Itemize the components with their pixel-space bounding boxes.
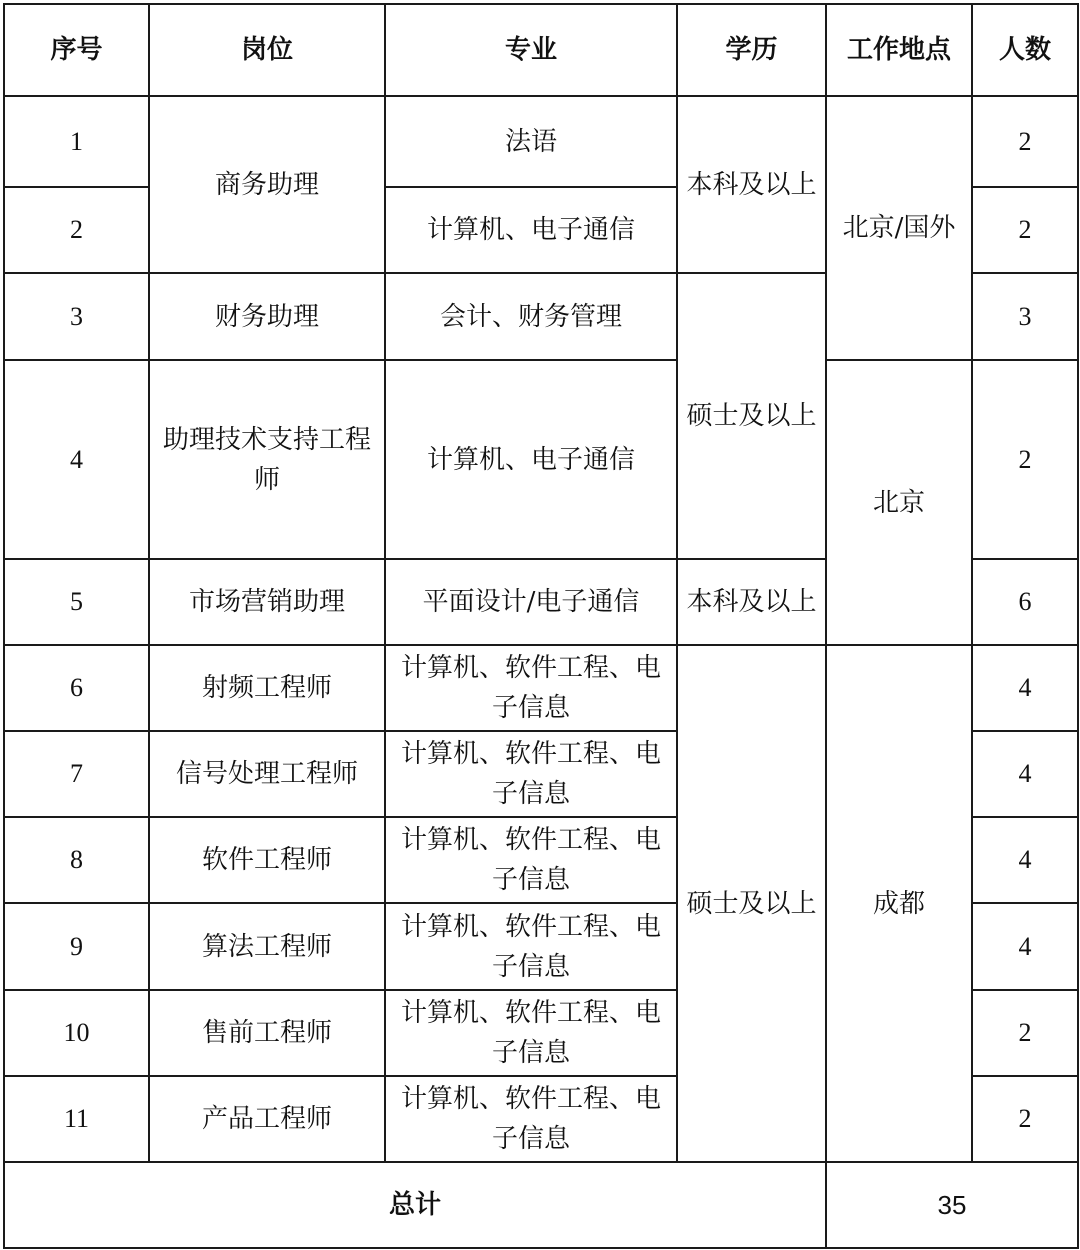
major-cell: 计算机、软件工程、电子信息 bbox=[385, 1076, 677, 1162]
row-number: 9 bbox=[4, 903, 149, 990]
header-count: 人数 bbox=[972, 4, 1078, 96]
major-cell: 计算机、电子通信 bbox=[385, 187, 677, 273]
major-cell: 计算机、软件工程、电子信息 bbox=[385, 817, 677, 903]
position-cell: 市场营销助理 bbox=[149, 559, 385, 645]
count-cell: 2 bbox=[972, 96, 1078, 187]
location-cell: 北京 bbox=[826, 360, 972, 645]
position-cell: 射频工程师 bbox=[149, 645, 385, 731]
count-cell: 4 bbox=[972, 731, 1078, 817]
header-row bbox=[4, 4, 1078, 96]
table-row bbox=[4, 645, 1078, 731]
count-cell: 2 bbox=[972, 990, 1078, 1076]
position-cell: 算法工程师 bbox=[149, 903, 385, 990]
header-location: 工作地点 bbox=[826, 4, 972, 96]
table-row bbox=[4, 96, 1078, 187]
education-cell: 硕士及以上 bbox=[677, 645, 826, 1162]
major-cell: 计算机、软件工程、电子信息 bbox=[385, 731, 677, 817]
row-number: 5 bbox=[4, 559, 149, 645]
major-cell: 计算机、软件工程、电子信息 bbox=[385, 990, 677, 1076]
header-education: 学历 bbox=[677, 4, 826, 96]
position-cell: 助理技术支持工程师 bbox=[149, 360, 385, 559]
count-cell: 3 bbox=[972, 273, 1078, 360]
row-number: 1 bbox=[4, 96, 149, 187]
row-number: 8 bbox=[4, 817, 149, 903]
count-cell: 2 bbox=[972, 360, 1078, 559]
position-cell: 售前工程师 bbox=[149, 990, 385, 1076]
count-cell: 4 bbox=[972, 903, 1078, 990]
education-cell: 本科及以上 bbox=[677, 559, 826, 645]
row-number: 7 bbox=[4, 731, 149, 817]
count-cell: 6 bbox=[972, 559, 1078, 645]
recruitment-table bbox=[3, 3, 1079, 1249]
row-number: 2 bbox=[4, 187, 149, 273]
header-major: 专业 bbox=[385, 4, 677, 96]
position-cell: 财务助理 bbox=[149, 273, 385, 360]
row-number: 11 bbox=[4, 1076, 149, 1162]
education-cell: 硕士及以上 bbox=[677, 273, 826, 559]
position-cell: 商务助理 bbox=[149, 96, 385, 273]
major-cell: 法语 bbox=[385, 96, 677, 187]
count-cell: 2 bbox=[972, 187, 1078, 273]
location-cell: 北京/国外 bbox=[826, 96, 972, 360]
header-position: 岗位 bbox=[149, 4, 385, 96]
major-cell: 计算机、电子通信 bbox=[385, 360, 677, 559]
total-value: 35 bbox=[826, 1162, 1078, 1248]
location-cell: 成都 bbox=[826, 645, 972, 1162]
row-number: 4 bbox=[4, 360, 149, 559]
total-label: 总计 bbox=[4, 1162, 826, 1248]
major-cell: 会计、财务管理 bbox=[385, 273, 677, 360]
position-cell: 软件工程师 bbox=[149, 817, 385, 903]
header-no: 序号 bbox=[4, 4, 149, 96]
count-cell: 4 bbox=[972, 645, 1078, 731]
row-number: 10 bbox=[4, 990, 149, 1076]
row-number: 3 bbox=[4, 273, 149, 360]
major-cell: 平面设计/电子通信 bbox=[385, 559, 677, 645]
position-cell: 产品工程师 bbox=[149, 1076, 385, 1162]
count-cell: 2 bbox=[972, 1076, 1078, 1162]
major-cell: 计算机、软件工程、电子信息 bbox=[385, 645, 677, 731]
total-row bbox=[4, 1162, 1078, 1248]
position-cell: 信号处理工程师 bbox=[149, 731, 385, 817]
education-cell: 本科及以上 bbox=[677, 96, 826, 273]
count-cell: 4 bbox=[972, 817, 1078, 903]
table-row bbox=[4, 360, 1078, 559]
major-cell: 计算机、软件工程、电子信息 bbox=[385, 903, 677, 990]
row-number: 6 bbox=[4, 645, 149, 731]
